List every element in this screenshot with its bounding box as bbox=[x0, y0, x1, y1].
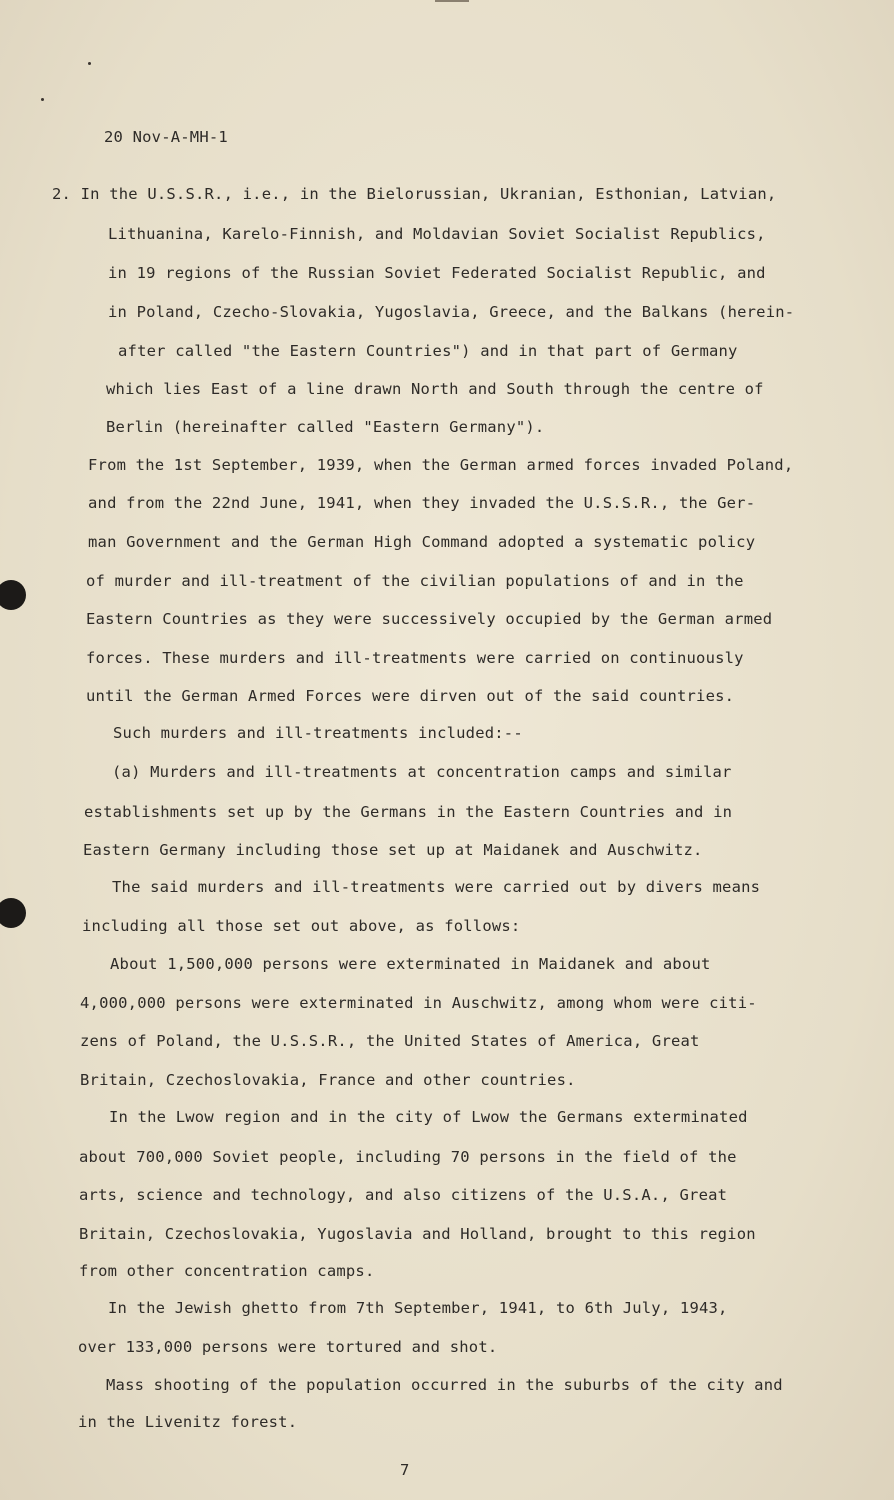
text-line: forces. These murders and ill-treatments were carried on continuously bbox=[86, 649, 744, 667]
speck bbox=[41, 98, 44, 101]
text-line: man Government and the German High Command adopted a systematic policy bbox=[88, 533, 756, 551]
text-line: 2. In the U.S.S.R., i.e., in the Bielorussian, Ukranian, Esthonian, Latvian, bbox=[52, 185, 777, 203]
page-number: 7 bbox=[400, 1461, 410, 1479]
text-line: and from the 22nd June, 1941, when they invaded the U.S.S.R., the Ger- bbox=[88, 494, 756, 512]
text-line: after called "the Eastern Countries") and in that part of Germany bbox=[118, 342, 738, 360]
text-line: establishments set up by the Germans in the Eastern Countries and in bbox=[84, 803, 733, 821]
text-line: Britain, Czechoslovakia, Yugoslavia and Holland, brought to this region bbox=[79, 1225, 756, 1243]
text-line: About 1,500,000 persons were exterminated in Maidanek and about bbox=[110, 955, 711, 973]
text-line: (a) Murders and ill-treatments at concentration camps and similar bbox=[112, 763, 732, 781]
text-line: in the Livenitz forest. bbox=[78, 1413, 298, 1431]
text-line: From the 1st September, 1939, when the German armed forces invaded Poland, bbox=[88, 456, 794, 474]
text-line: Eastern Countries as they were successively occupied by the German armed bbox=[86, 610, 773, 628]
text-line: 4,000,000 persons were exterminated in Auschwitz, among whom were citi- bbox=[80, 994, 757, 1012]
text-line: In the Lwow region and in the city of Lwow the Germans exterminated bbox=[109, 1108, 748, 1126]
text-line: arts, science and technology, and also citizens of the U.S.A., Great bbox=[79, 1186, 728, 1204]
text-line: Such murders and ill-treatments included:-- bbox=[113, 724, 523, 742]
text-line: about 700,000 Soviet people, including 70 persons in the field of the bbox=[79, 1148, 737, 1166]
text-line: from other concentration camps. bbox=[79, 1262, 375, 1280]
text-line: The said murders and ill-treatments were carried out by divers means bbox=[112, 878, 761, 896]
text-line: in 19 regions of the Russian Soviet Federated Socialist Republic, and bbox=[108, 264, 766, 282]
text-line: until the German Armed Forces were dirven out of the said countries. bbox=[86, 687, 735, 705]
text-line: Lithuanina, Karelo-Finnish, and Moldavian Soviet Socialist Republics, bbox=[108, 225, 766, 243]
text-line: including all those set out above, as follows: bbox=[82, 917, 521, 935]
text-line: Eastern Germany including those set up at Maidanek and Auschwitz. bbox=[83, 841, 703, 859]
punch-hole bbox=[0, 580, 26, 610]
text-line: In the Jewish ghetto from 7th September, 1941, to 6th July, 1943, bbox=[108, 1299, 728, 1317]
text-line: zens of Poland, the U.S.S.R., the United States of America, Great bbox=[80, 1032, 700, 1050]
punch-hole bbox=[0, 898, 26, 928]
speck bbox=[88, 62, 91, 65]
text-line: which lies East of a line drawn North and South through the centre of bbox=[106, 380, 764, 398]
top-edge-mark bbox=[435, 0, 469, 2]
text-line: in Poland, Czecho-Slovakia, Yugoslavia, Greece, and the Balkans (herein- bbox=[108, 303, 795, 321]
text-line: Berlin (hereinafter called "Eastern Germany"). bbox=[106, 418, 545, 436]
text-line: Britain, Czechoslovakia, France and other countries. bbox=[80, 1071, 576, 1089]
document-reference: 20 Nov-A-MH-1 bbox=[104, 128, 228, 146]
text-line: of murder and ill-treatment of the civilian populations of and in the bbox=[86, 572, 744, 590]
text-line: Mass shooting of the population occurred in the suburbs of the city and bbox=[106, 1376, 783, 1394]
text-line: over 133,000 persons were tortured and shot. bbox=[78, 1338, 498, 1356]
